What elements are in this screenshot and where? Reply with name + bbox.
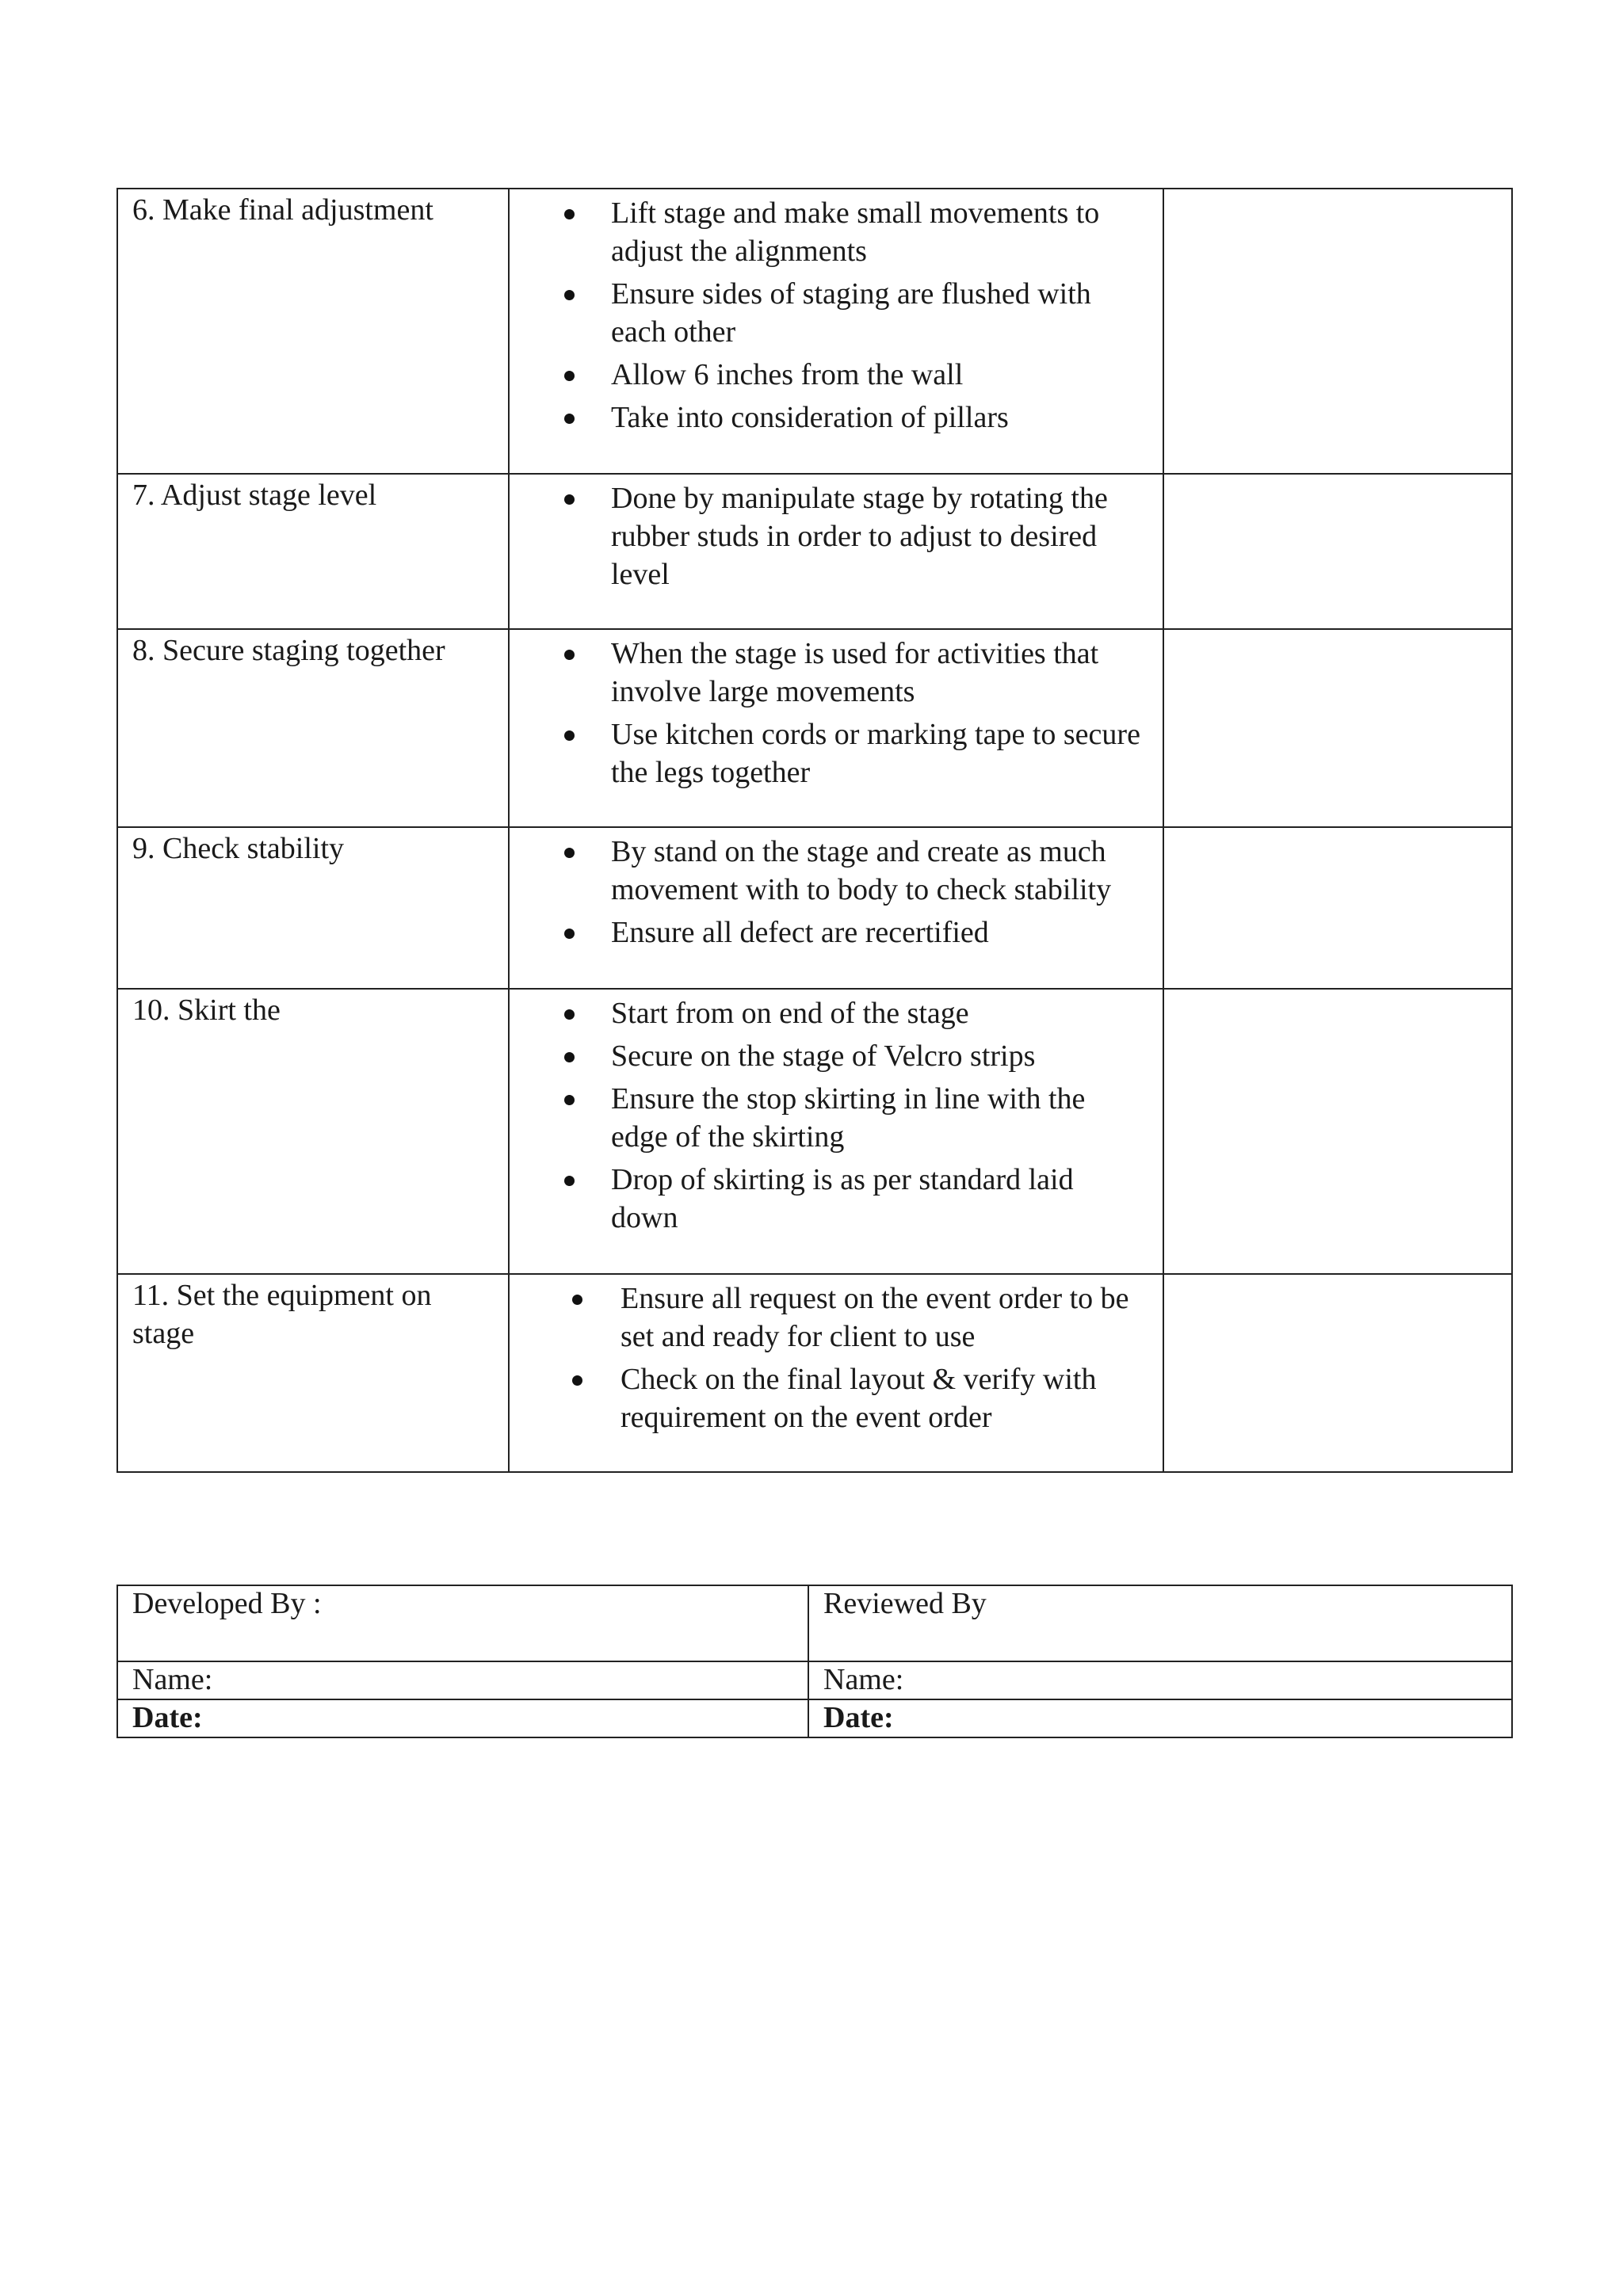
detail-cell <box>509 827 1163 989</box>
detail-item: Start from on end of the stage <box>510 994 1147 1032</box>
procedure-row <box>117 1274 1512 1472</box>
step-cell <box>117 1274 509 1472</box>
step-label: 9. Check stability <box>132 832 345 865</box>
remarks-cell <box>1163 189 1512 474</box>
detail-list <box>510 475 1163 593</box>
developed-by-cell <box>117 1585 808 1661</box>
detail-list <box>510 189 1163 437</box>
signoff-row-date <box>117 1699 1512 1737</box>
date-cell-left <box>117 1699 808 1737</box>
date-cell-right <box>808 1699 1512 1737</box>
step-label: 11. Set the equipment on stage <box>132 1279 432 1350</box>
reviewed-by-label: Reviewed By <box>823 1587 987 1620</box>
step-label: 10. Skirt the <box>132 994 281 1027</box>
procedure-row <box>117 474 1512 629</box>
detail-cell <box>509 629 1163 827</box>
detail-cell <box>509 989 1163 1274</box>
detail-item: When the stage is used for activities that involve large movements <box>510 635 1147 711</box>
detail-item: Allow 6 inches from the wall <box>510 356 1147 394</box>
step-cell <box>117 989 509 1274</box>
step-cell <box>117 474 509 629</box>
date-label-right: Date: <box>823 1701 894 1734</box>
step-cell <box>117 827 509 989</box>
step-label: 7. Adjust stage level <box>132 479 377 512</box>
detail-item: Ensure sides of staging are flushed with each other <box>510 275 1147 351</box>
procedure-table <box>116 188 1513 1473</box>
step-cell <box>117 189 509 474</box>
name-cell-left <box>117 1661 808 1699</box>
detail-item: Ensure all defect are recertified <box>510 913 1147 952</box>
detail-item: Check on the final layout & verify with requirement on the event order <box>510 1360 1147 1436</box>
remarks-cell <box>1163 989 1512 1274</box>
detail-item: Take into consideration of pillars <box>510 399 1147 437</box>
detail-item: Secure on the stage of Velcro strips <box>510 1037 1147 1075</box>
reviewed-by-cell <box>808 1585 1512 1661</box>
signoff-row-name <box>117 1661 1512 1699</box>
remarks-cell <box>1163 474 1512 629</box>
signoff-table <box>116 1585 1513 1738</box>
procedure-row <box>117 189 1512 474</box>
procedure-row <box>117 827 1512 989</box>
detail-item: Done by manipulate stage by rotating the rubber studs in order to adjust to desired level <box>510 479 1147 593</box>
remarks-cell <box>1163 629 1512 827</box>
detail-cell <box>509 189 1163 474</box>
step-label: 6. Make final adjustment <box>132 193 433 227</box>
detail-item: Ensure all request on the event order to be set and ready for client to use <box>510 1280 1147 1356</box>
detail-item: Use kitchen cords or marking tape to secure the legs together <box>510 715 1147 791</box>
developed-by-label: Developed By : <box>132 1587 322 1620</box>
detail-list <box>510 990 1163 1237</box>
remarks-cell <box>1163 1274 1512 1472</box>
procedure-row <box>117 989 1512 1274</box>
detail-list <box>510 828 1163 952</box>
step-label: 8. Secure staging together <box>132 634 445 667</box>
procedure-row <box>117 629 1512 827</box>
detail-cell <box>509 474 1163 629</box>
detail-item: Ensure the stop skirting in line with the edge of the skirting <box>510 1080 1147 1156</box>
detail-cell <box>509 1274 1163 1472</box>
detail-item: By stand on the stage and create as much movement with to body to check stability <box>510 833 1147 909</box>
signoff-row-developed <box>117 1585 1512 1661</box>
detail-list <box>510 630 1163 791</box>
step-cell <box>117 629 509 827</box>
detail-item: Lift stage and make small movements to adjust the alignments <box>510 194 1147 270</box>
remarks-cell <box>1163 827 1512 989</box>
detail-item: Drop of skirting is as per standard laid down <box>510 1161 1147 1237</box>
name-cell-right <box>808 1661 1512 1699</box>
detail-list <box>510 1275 1163 1436</box>
date-label-left: Date: <box>132 1701 203 1734</box>
name-label-left: Name: <box>132 1663 213 1696</box>
name-label-right: Name: <box>823 1663 904 1696</box>
